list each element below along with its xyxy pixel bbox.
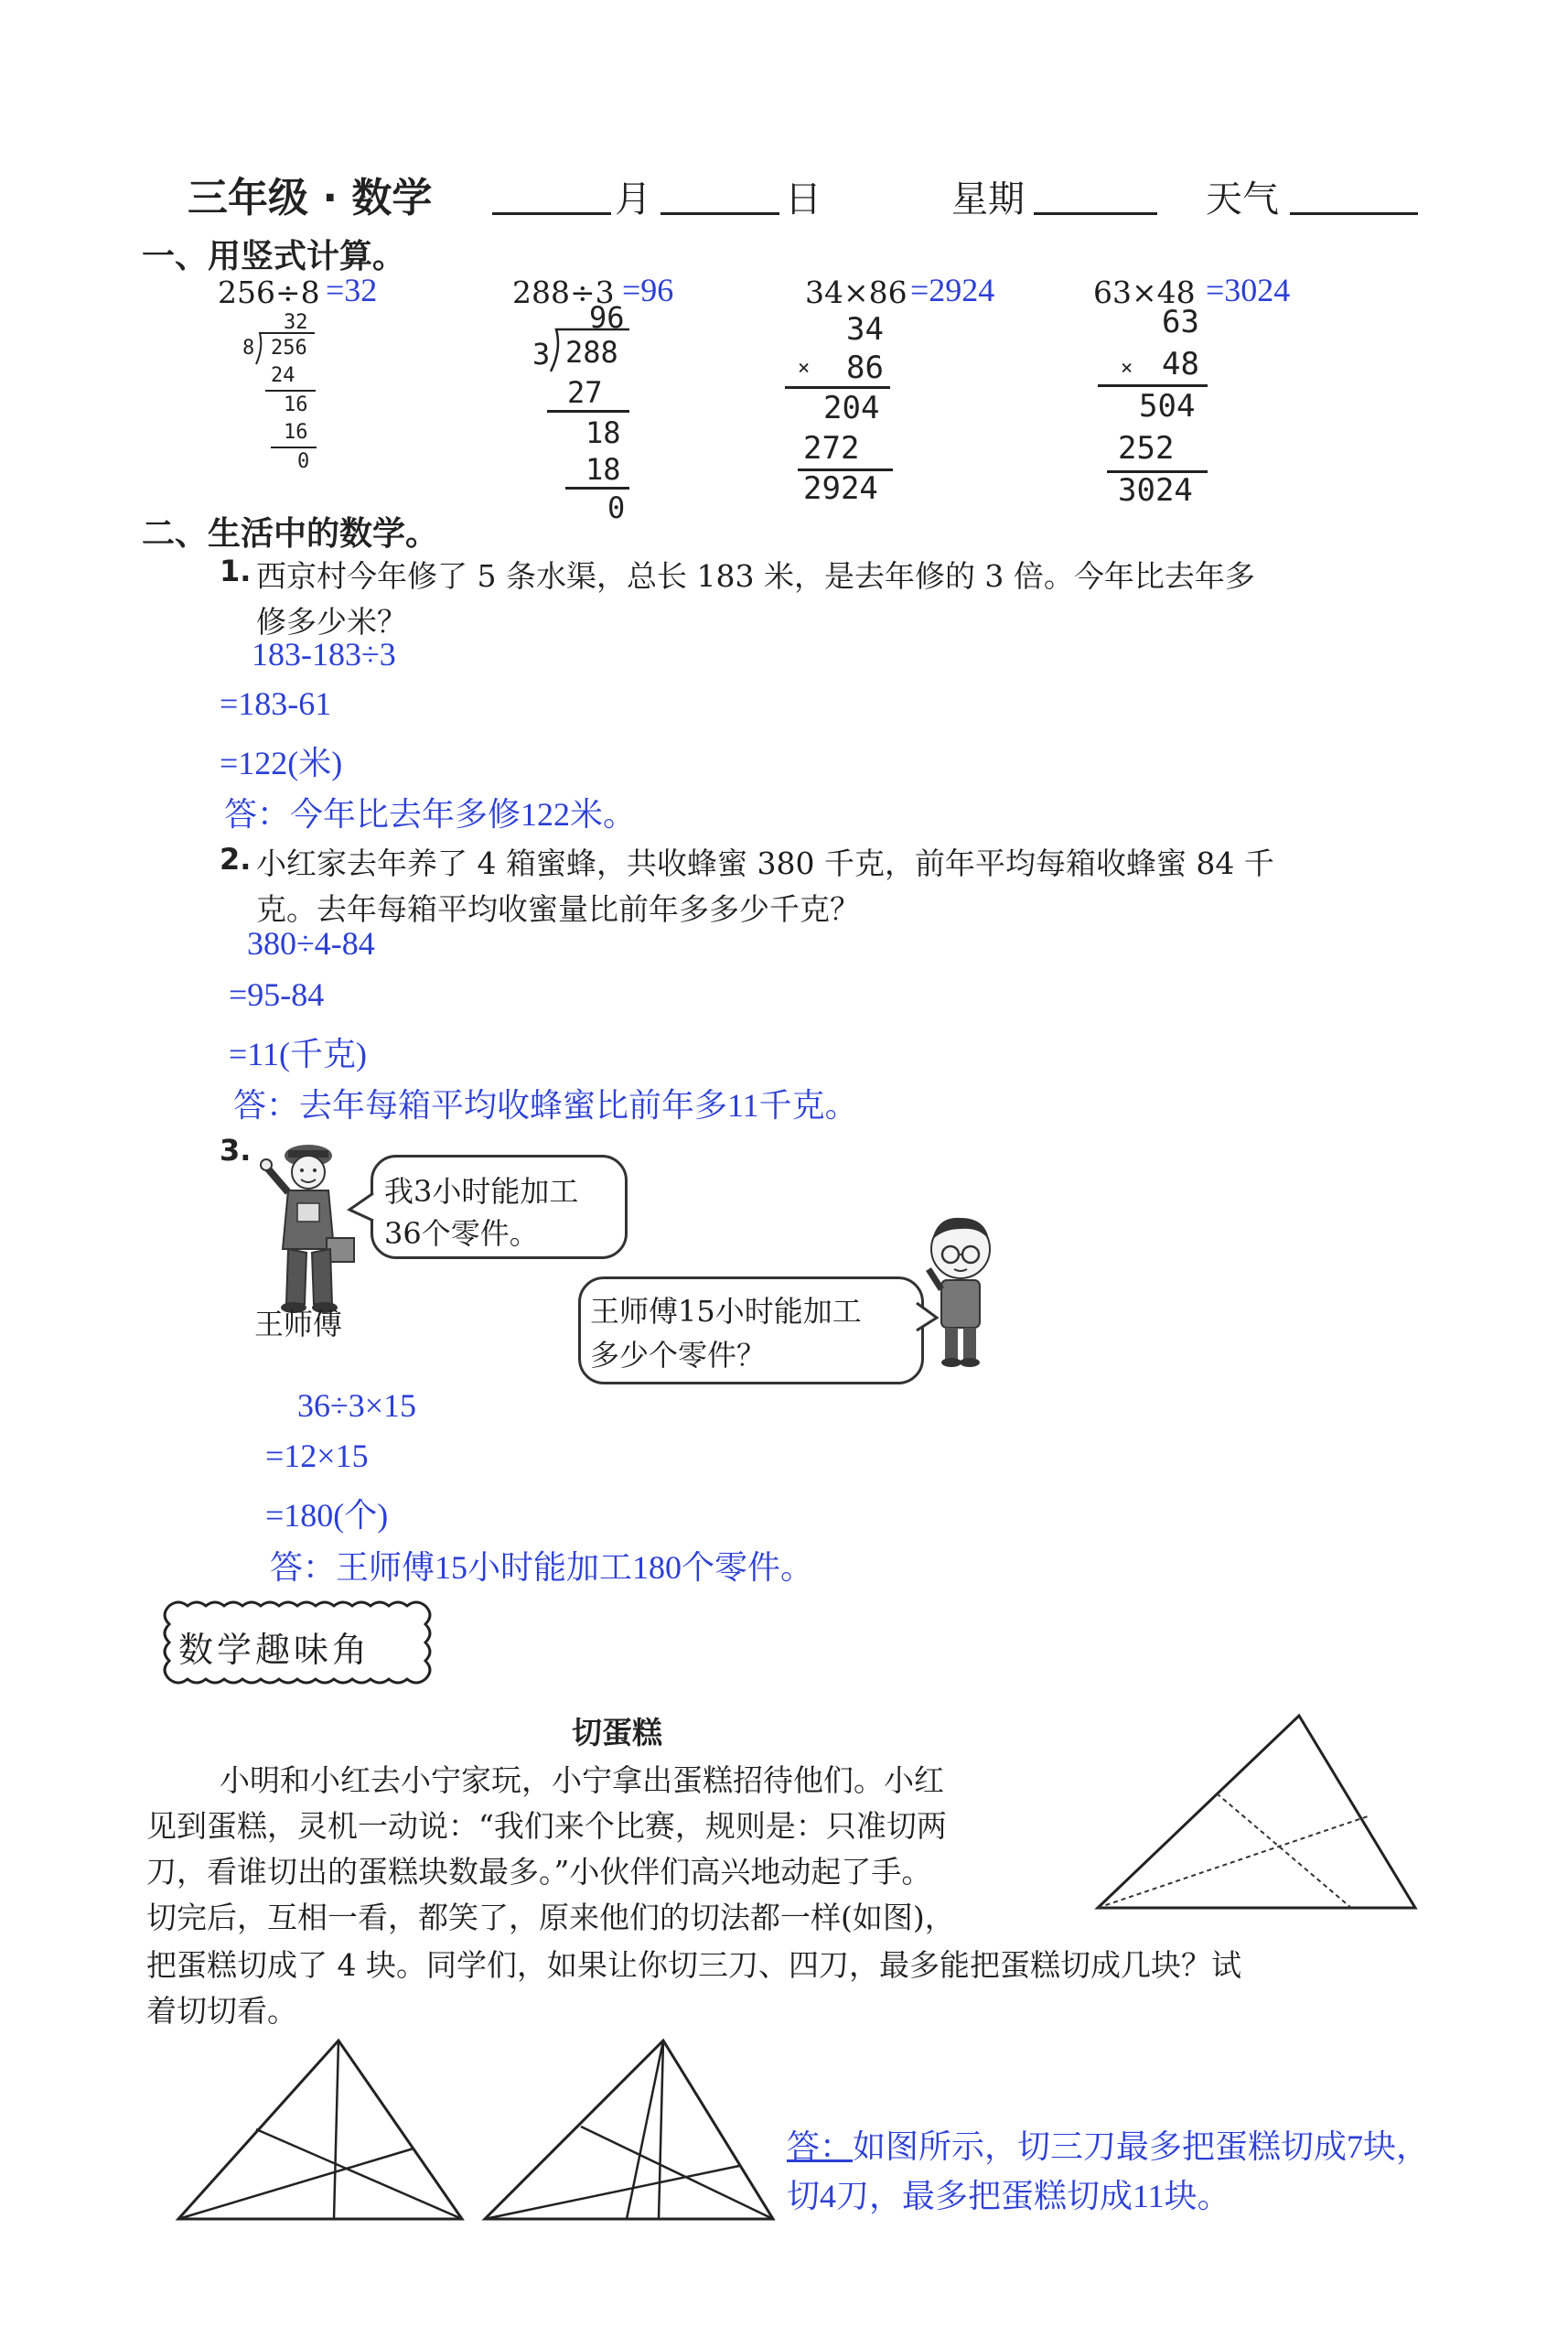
problem1-step: 16: [284, 393, 308, 416]
q1-work-line: 183-183÷3: [252, 636, 396, 673]
q3-work-line: =180(个): [265, 1497, 389, 1534]
speech-bubble-student-line1: 王师傅15小时能加工: [590, 1294, 862, 1329]
problem4-partial: 252: [1118, 430, 1175, 467]
problem4-expression: 63×48: [1093, 275, 1196, 310]
problem3-top: 34: [846, 311, 884, 348]
problem2-expression: 288÷3: [512, 275, 615, 310]
problem1-answer: =32: [326, 272, 378, 308]
fun-corner-title: 切蛋糕: [572, 1715, 662, 1750]
student-illustration: [919, 1212, 1002, 1373]
cake-triangle-four-cuts: [480, 2033, 782, 2225]
weekday-label: 星期: [951, 178, 1025, 221]
q2-text-line1: 小红家去年养了 4 箱蜜蜂，共收蜂蜜 380 千克，前年平均每箱收蜂蜜 84 千: [256, 845, 1274, 881]
problem1-step: 24: [271, 364, 295, 387]
story-line: 刀，看谁切出的蛋糕块数最多。”小伙伴们高兴地动起了手。: [146, 1854, 932, 1890]
problem4-result: 3024: [1118, 472, 1193, 509]
problem4-answer: =3024: [1206, 272, 1291, 308]
month-blank: [492, 212, 611, 215]
problem3-rule: [785, 386, 890, 389]
problem1-expression: 256÷8: [218, 275, 320, 310]
q2-answer: 答：去年每箱平均收蜂蜜比前年多11千克。: [233, 1087, 858, 1124]
problem1-rule: [271, 447, 317, 448]
day-label: 日: [785, 178, 822, 221]
cake-triangle-three-cuts: [174, 2033, 467, 2225]
problem4-bottom: 48: [1162, 346, 1199, 382]
story-line: 小明和小红去小宁家玩，小宁拿出蛋糕招待他们。小红: [220, 1762, 944, 1798]
problem4-rule: [1098, 384, 1208, 387]
q3-work-line: 36÷3×15: [297, 1387, 417, 1424]
q3-answer: 答：王师傅15小时能加工180个零件。: [270, 1549, 814, 1586]
month-label: 月: [615, 178, 651, 221]
problem4-times-sign: ×: [1121, 357, 1133, 380]
q1-text-line2: 修多少米？: [256, 604, 407, 640]
problem2-quotient: 96: [589, 300, 625, 335]
problem2-divisor: 3: [532, 337, 551, 372]
problem1-rule: [265, 390, 316, 392]
problem1-step: 16: [284, 421, 308, 444]
cake-triangle-two-cuts: [1093, 1707, 1423, 1912]
problem2-step: 27: [567, 375, 603, 410]
weather-blank: [1290, 212, 1418, 215]
story-line: 把蛋糕切成了 4 块。同学们，如果让你切三刀、四刀，最多能把蛋糕切成几块？试: [146, 1947, 1241, 1983]
fun-corner-answer-line1: 如图所示，切三刀最多把蛋糕切成7块，: [853, 2128, 1430, 2165]
q2-work-line: =95-84: [229, 976, 325, 1013]
speech-bubble-tail: [348, 1190, 379, 1226]
weekday-blank: [1034, 212, 1157, 215]
problem2-step: 18: [585, 415, 621, 450]
q2-work-line: 380÷4-84: [247, 925, 375, 962]
worker-illustration: [261, 1130, 361, 1318]
problem2-rule: [565, 487, 629, 490]
q1-work-line: =122(米): [220, 745, 343, 781]
q1-text-line1: 西京村今年修了 5 条水渠，总长 183 米，是去年修的 3 倍。今年比去年多: [256, 558, 1255, 594]
problem1-step: 0: [297, 450, 310, 473]
problem2-answer: =96: [622, 272, 674, 308]
problem3-result: 2924: [803, 470, 878, 507]
day-blank: [660, 212, 779, 215]
story-line: 切完后，互相一看，都笑了，原来他们的切法都一样(如图)，: [146, 1900, 955, 1935]
problem3-expression: 34×86: [805, 275, 908, 310]
weather-label: 天气: [1206, 178, 1279, 221]
q1-answer: 答：今年比去年多修122米。: [224, 796, 637, 833]
q2-number: 2.: [220, 842, 252, 877]
problem2-dividend: 288: [565, 335, 618, 370]
problem4-partial: 504: [1139, 388, 1196, 425]
speech-bubble-worker-line2: 36个零件。: [384, 1216, 539, 1251]
speech-bubble-worker-line1: 我3小时能加工: [384, 1174, 579, 1209]
problem3-bottom: 86: [846, 350, 884, 386]
story-line: 见到蛋糕，灵机一动说：“我们来个比赛，规则是：只准切两: [146, 1808, 947, 1844]
q1-work-line: =183-61: [220, 685, 332, 722]
problem3-partial: 272: [803, 430, 860, 467]
problem2-step: 18: [585, 452, 621, 487]
problem2-rule: [547, 410, 629, 413]
problem1-quotient: 32: [284, 311, 308, 334]
section2-heading: 二、生活中的数学。: [142, 515, 439, 553]
fun-corner-badge: 数学趣味角: [178, 1630, 371, 1670]
problem3-times-sign: ×: [798, 357, 811, 380]
q2-work-line: =11(千克): [229, 1036, 367, 1072]
problem1-divisor: 8: [242, 337, 255, 360]
fun-corner-answer-prefix: 答：: [787, 2128, 854, 2165]
speech-bubble-student-line2: 多少个零件？: [590, 1338, 767, 1373]
story-line: 着切切看。: [146, 1993, 297, 2029]
problem3-partial: 204: [823, 390, 880, 426]
page-title: 三年级 · 数学: [188, 175, 433, 221]
section1-heading: 一、用竖式计算。: [142, 238, 406, 275]
problem1-dividend: 256: [271, 337, 307, 360]
problem2-step: 0: [607, 490, 626, 525]
q1-number: 1.: [220, 554, 252, 588]
character-name-wang: 王师傅: [254, 1307, 343, 1341]
q3-work-line: =12×15: [265, 1438, 369, 1474]
problem4-top: 63: [1162, 304, 1199, 340]
problem3-answer: =2924: [910, 272, 995, 308]
q2-text-line2: 克。去年每箱平均收蜜量比前年多多少千克？: [256, 891, 860, 927]
fun-corner-answer-line2: 切4刀，最多把蛋糕切成11块。: [787, 2178, 1230, 2214]
q3-number: 3.: [220, 1133, 252, 1168]
